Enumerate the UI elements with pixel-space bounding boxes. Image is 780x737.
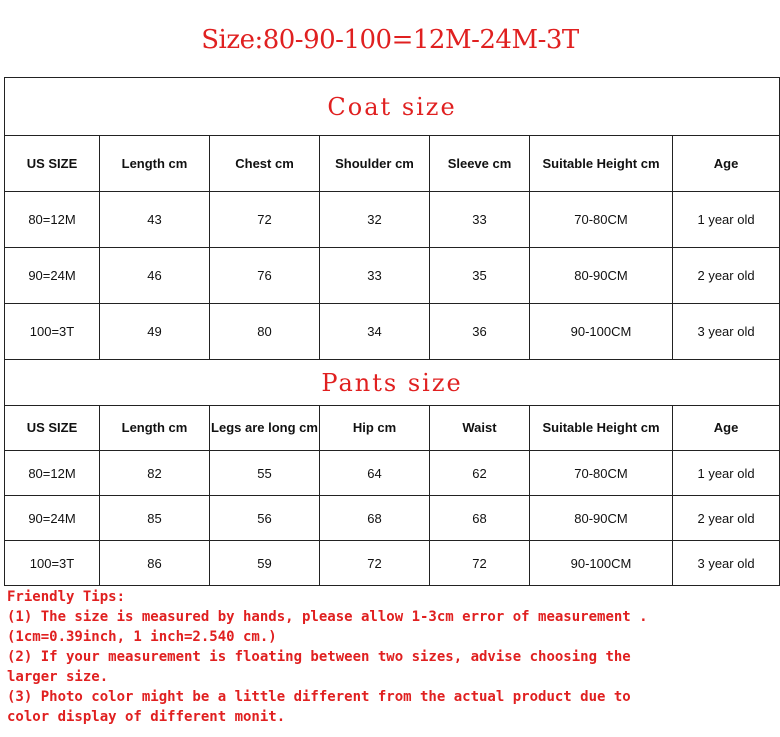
pants-cell: 62 <box>430 451 530 496</box>
tips-line: (1cm=0.39inch, 1 inch=2.540 cm.) <box>7 629 277 645</box>
coat-cell: 100=3T <box>5 304 100 360</box>
page-title: Size:80-90-100=12M-24M-3T <box>201 25 579 55</box>
pants-title-row <box>5 360 780 406</box>
coat-header-chest: Chest cm <box>210 136 320 192</box>
pants-header-waist: Waist <box>430 406 530 451</box>
pants-table-row <box>5 541 780 586</box>
coat-cell: 90=24M <box>5 248 100 304</box>
coat-table-row <box>5 304 780 360</box>
pants-header-length: Length cm <box>100 406 210 451</box>
coat-cell: 90-100CM <box>530 304 673 360</box>
coat-cell: 35 <box>430 248 530 304</box>
coat-table-row <box>5 192 780 248</box>
pants-cell: 82 <box>100 451 210 496</box>
coat-title-row <box>5 78 780 136</box>
pants-cell: 90=24M <box>5 496 100 541</box>
pants-cell: 68 <box>430 496 530 541</box>
pants-cell: 59 <box>210 541 320 586</box>
pants-header-hip: Hip cm <box>320 406 430 451</box>
pants-header-height: Suitable Height cm <box>530 406 673 451</box>
pants-cell: 68 <box>320 496 430 541</box>
coat-cell: 80 <box>210 304 320 360</box>
coat-cell: 2 year old <box>673 248 780 304</box>
coat-cell: 33 <box>430 192 530 248</box>
pants-cell: 64 <box>320 451 430 496</box>
coat-header-row <box>5 136 780 192</box>
pants-cell: 1 year old <box>673 451 780 496</box>
tips-line: (2) If your measurement is floating between two sizes, advise choosing the <box>7 649 631 665</box>
coat-cell: 32 <box>320 192 430 248</box>
coat-cell: 72 <box>210 192 320 248</box>
pants-table-row <box>5 451 780 496</box>
coat-cell: 43 <box>100 192 210 248</box>
pants-cell: 72 <box>320 541 430 586</box>
tips-heading: Friendly Tips: <box>7 589 126 605</box>
pants-cell: 90-100CM <box>530 541 673 586</box>
coat-header-length: Length cm <box>100 136 210 192</box>
coat-header-sleeve: Sleeve cm <box>430 136 530 192</box>
coat-cell: 80=12M <box>5 192 100 248</box>
coat-table-row <box>5 248 780 304</box>
coat-header-shoulder: Shoulder cm <box>320 136 430 192</box>
tips-line: (1) The size is measured by hands, please allow 1-3cm error of measurement . <box>7 609 648 625</box>
pants-section-title: Pants size <box>5 360 780 406</box>
pants-table-row <box>5 496 780 541</box>
pants-cell: 70-80CM <box>530 451 673 496</box>
coat-section-title: Coat size <box>5 78 780 136</box>
pants-cell: 55 <box>210 451 320 496</box>
tips-line: larger size. <box>7 669 109 685</box>
coat-cell: 36 <box>430 304 530 360</box>
coat-cell: 3 year old <box>673 304 780 360</box>
tips-line: color display of different monit. <box>7 709 286 725</box>
pants-header-us-size: US SIZE <box>5 406 100 451</box>
size-chart-table <box>4 77 780 586</box>
coat-cell: 33 <box>320 248 430 304</box>
pants-cell: 80-90CM <box>530 496 673 541</box>
friendly-tips <box>7 587 777 727</box>
pants-cell: 72 <box>430 541 530 586</box>
coat-cell: 70-80CM <box>530 192 673 248</box>
coat-header-age: Age <box>673 136 780 192</box>
pants-cell: 100=3T <box>5 541 100 586</box>
coat-header-height: Suitable Height cm <box>530 136 673 192</box>
pants-cell: 56 <box>210 496 320 541</box>
coat-cell: 1 year old <box>673 192 780 248</box>
coat-cell: 76 <box>210 248 320 304</box>
pants-header-row <box>5 406 780 451</box>
coat-cell: 49 <box>100 304 210 360</box>
tips-line: (3) Photo color might be a little different from the actual product due to <box>7 689 631 705</box>
pants-header-legs-long: Legs are long cm <box>210 406 320 451</box>
pants-cell: 85 <box>100 496 210 541</box>
coat-header-us-size: US SIZE <box>5 136 100 192</box>
pants-cell: 80=12M <box>5 451 100 496</box>
coat-cell: 80-90CM <box>530 248 673 304</box>
pants-header-age: Age <box>673 406 780 451</box>
coat-cell: 34 <box>320 304 430 360</box>
pants-cell: 2 year old <box>673 496 780 541</box>
pants-cell: 86 <box>100 541 210 586</box>
pants-cell: 3 year old <box>673 541 780 586</box>
coat-cell: 46 <box>100 248 210 304</box>
